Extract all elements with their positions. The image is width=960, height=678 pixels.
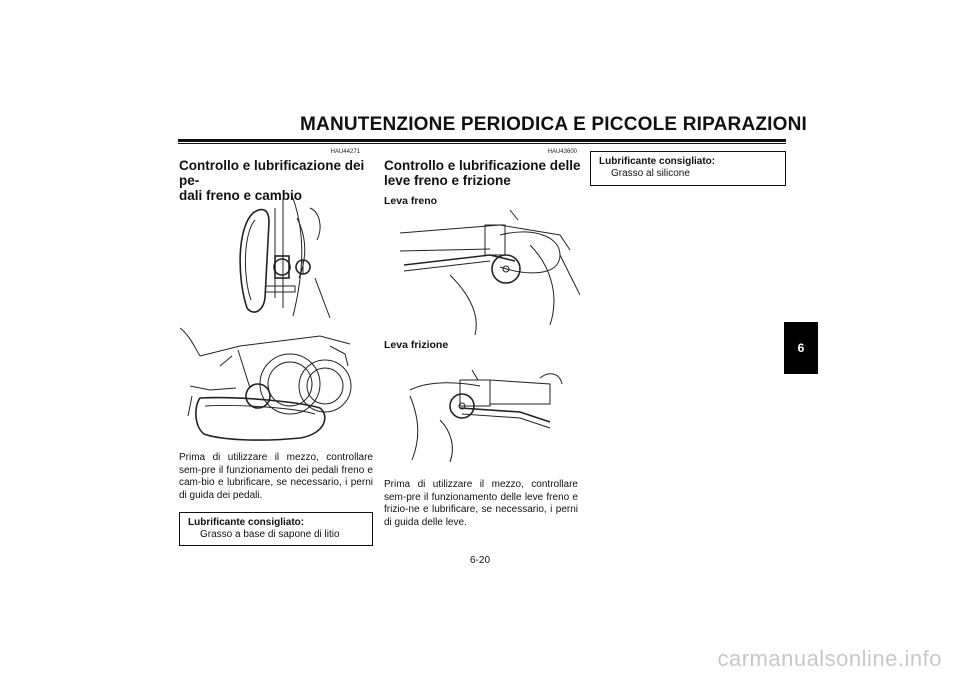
watermark: carmanualsonline.info [717,646,942,671]
brake-pedal-illustration [235,188,345,318]
middle-ref-code: HAU43600 [547,149,577,155]
subtitle-brake-lever: Leva freno [384,195,438,207]
header-rule-thin [178,143,786,144]
middle-section-title-line2: leve freno e frizione [384,173,511,188]
left-section-title-line2: dali freno e cambio [179,188,303,203]
right-lubricant-label: Lubrificante consigliato: [599,156,716,167]
middle-section-title [384,158,584,188]
header-rule [178,139,786,142]
page-number: 6-20 [469,555,490,566]
clutch-lever-illustration [400,350,580,465]
left-lubricant-value: Grasso a base di sapone di litio [200,529,340,540]
left-lubricant-label: Lubrificante consigliato: [188,517,305,528]
page-header-title: MANUTENZIONE PERIODICA E PICCOLE RIPARAZIONI [300,114,808,135]
middle-paragraph: Prima di utilizzare il mezzo, controllare sem-pre il funzionamento delle leve freno e frizio-ne e lubrificare, se necessario, i perni di guida delle leve. [384,479,578,528]
left-paragraph: Prima di utilizzare il mezzo, controllare sem-pre il funzionamento dei pedali freno e cam-bio e lubrificare, se necessario, i perni di guida dei pedali. [179,452,373,501]
shift-pedal-illustration [180,326,380,446]
left-section-title-line1: Controllo e lubrificazione dei pe- [179,158,365,188]
chapter-tab: 6 [784,322,818,374]
middle-section-title-line1: Controllo e lubrificazione delle [384,158,581,173]
right-lubricant-value: Grasso al silicone [611,168,690,179]
subtitle-clutch-lever: Leva frizione [384,339,449,351]
brake-lever-illustration [400,205,580,335]
left-ref-code: HAU44271 [330,149,360,155]
right-lubricant-box [590,151,786,186]
left-lubricant-box [179,512,373,546]
